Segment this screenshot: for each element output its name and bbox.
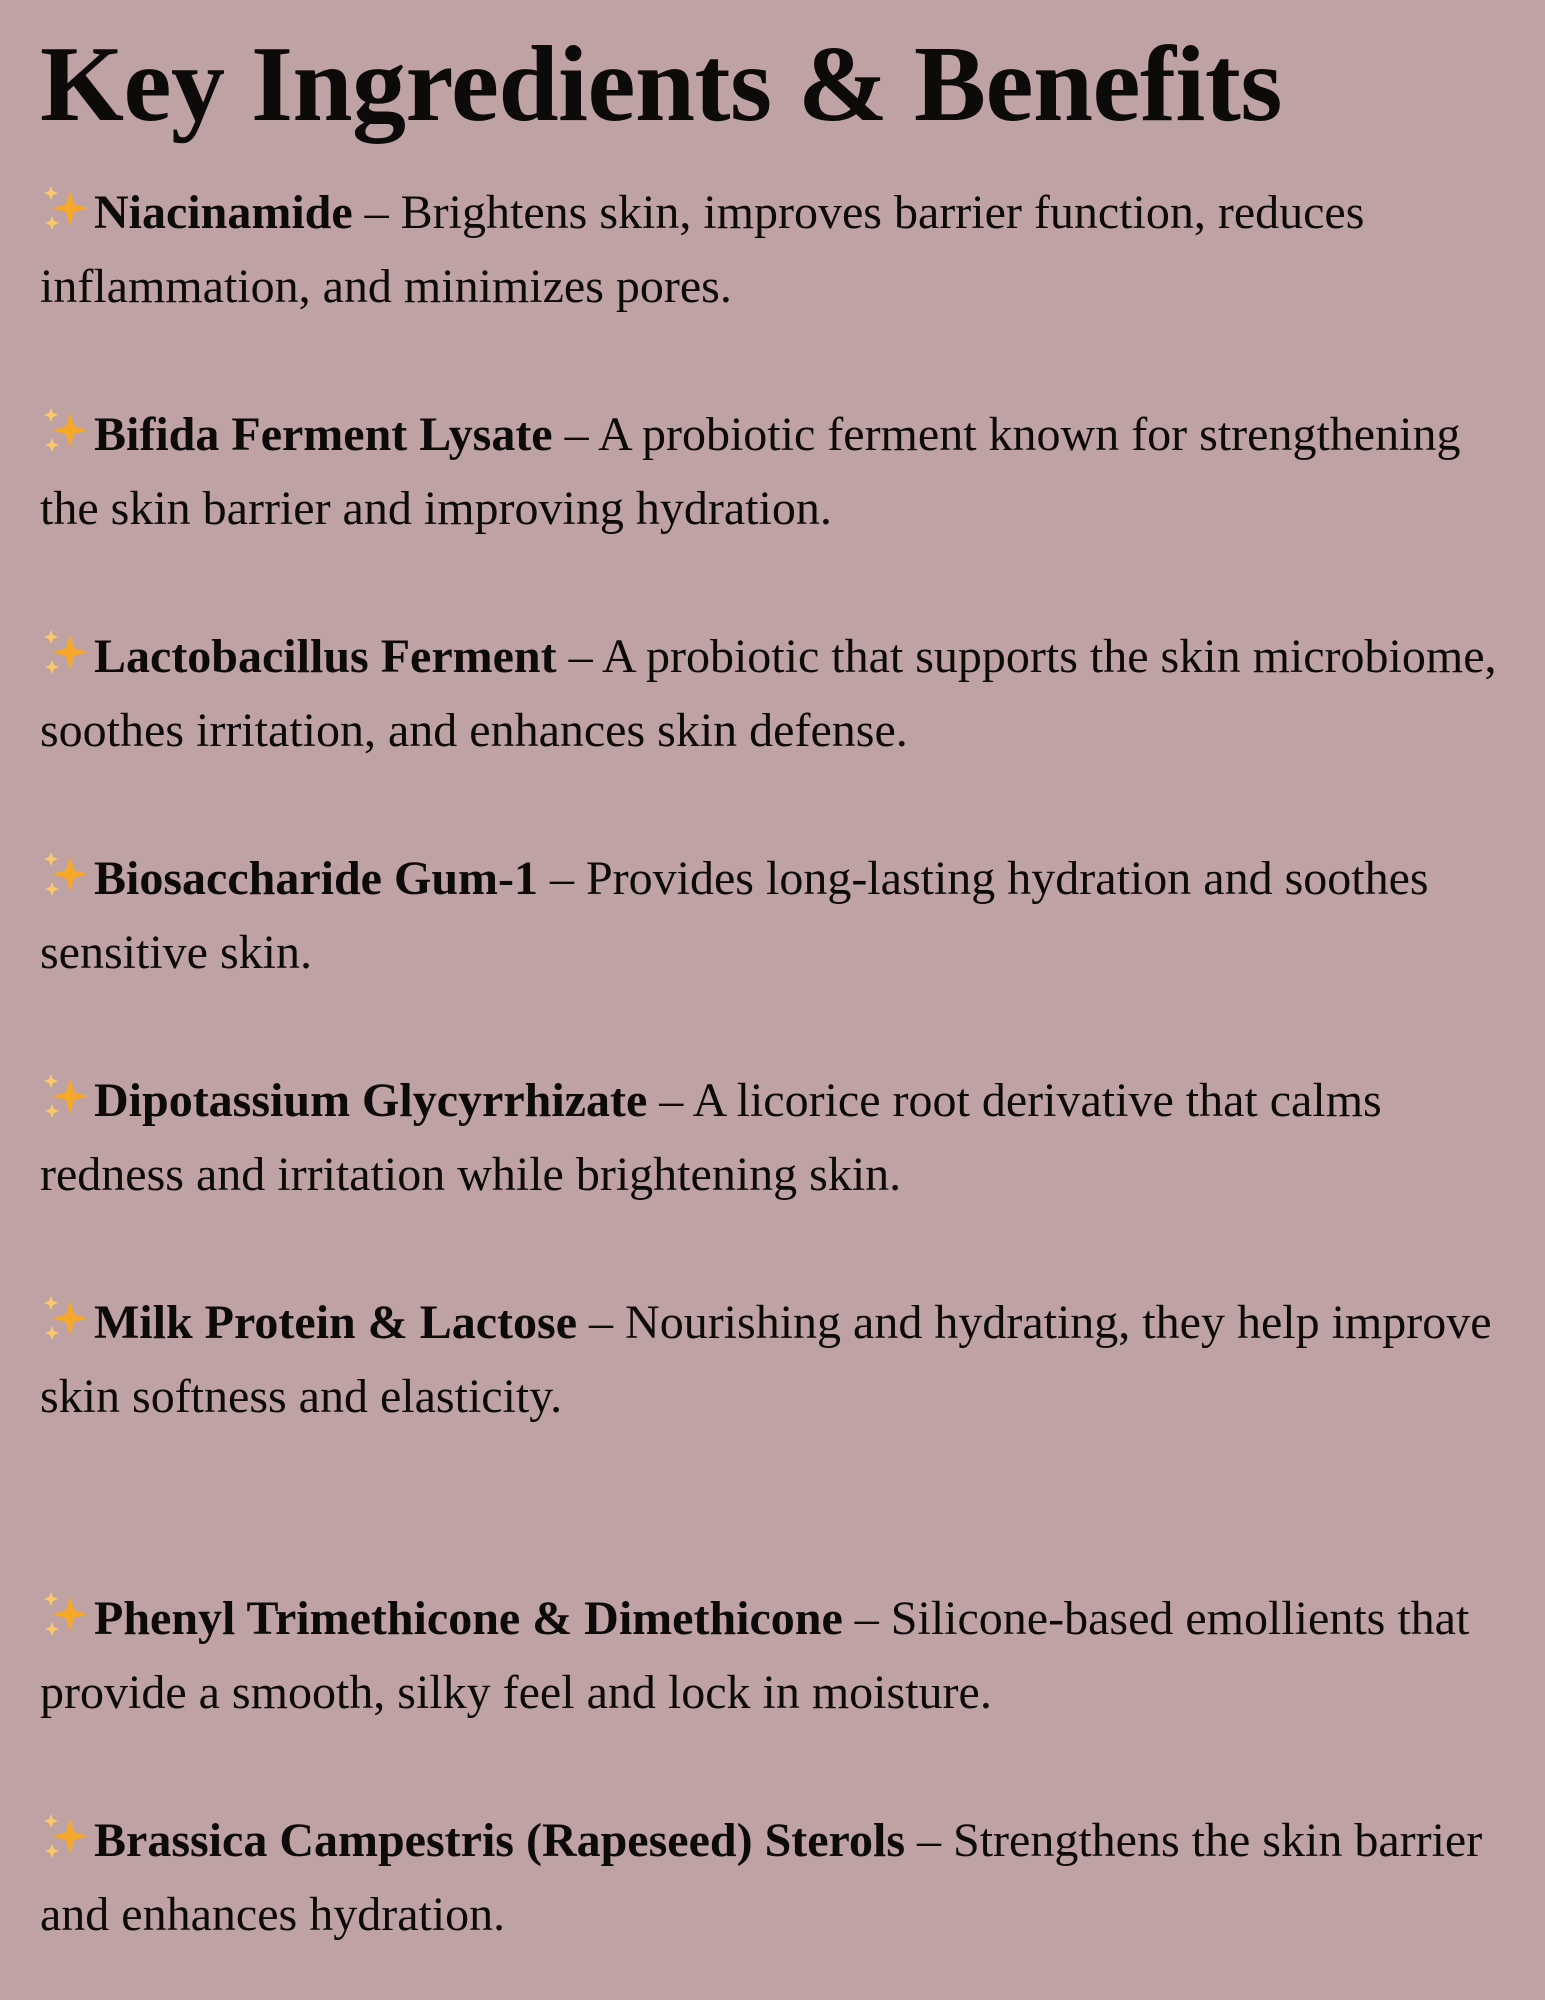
sparkles-icon	[40, 182, 92, 234]
sparkles-icon	[40, 1292, 92, 1344]
ingredient-item-dipotassium-glycyrrhizate	[40, 1064, 1520, 1212]
ingredient-name: Dipotassium Glycyrrhizate	[94, 1074, 648, 1127]
ingredient-item-milk-protein-lactose	[40, 1286, 1520, 1434]
ingredient-name: Phenyl Trimethicone & Dimethicone	[94, 1592, 843, 1645]
sparkles-icon	[40, 848, 92, 900]
sparkles-icon	[40, 1588, 92, 1640]
ingredient-description: – Nourishing and hydrating, they help improve skin softness and elasticity.	[40, 1296, 1492, 1423]
page-title: Key Ingredients & Benefits	[40, 25, 1282, 144]
sparkles-icon	[40, 404, 92, 456]
ingredient-name: Milk Protein & Lactose	[94, 1296, 578, 1349]
ingredient-description: – Strengthens the skin barrier and enhances hydration.	[40, 1814, 1483, 1941]
ingredient-item-biosaccharide-gum-1	[40, 842, 1520, 990]
sparkles-icon	[40, 1070, 92, 1122]
ingredient-name: Niacinamide	[94, 186, 353, 239]
ingredient-name: Lactobacillus Ferment	[94, 630, 557, 683]
sparkles-icon	[40, 1810, 92, 1862]
ingredient-description: – A licorice root derivative that calms redness and irritation while brightening skin.	[40, 1074, 1382, 1201]
ingredient-description: – A probiotic ferment known for strengthening the skin barrier and improving hydration.	[40, 408, 1461, 535]
ingredient-description: – A probiotic that supports the skin microbiome, soothes irritation, and enhances skin defense.	[40, 630, 1497, 757]
ingredient-name: Bifida Ferment Lysate	[94, 408, 553, 461]
ingredient-name: Biosaccharide Gum-1	[94, 852, 538, 905]
ingredient-item-bifida-ferment-lysate	[40, 398, 1520, 546]
ingredient-item-phenyl-trimethicone-dimethicone	[40, 1582, 1520, 1730]
ingredient-item-lactobacillus-ferment	[40, 620, 1520, 768]
ingredient-description: – Brightens skin, improves barrier function, reduces inflammation, and minimizes pores.	[40, 186, 1365, 313]
ingredient-description: – Silicone-based emollients that provide a smooth, silky feel and lock in moisture.	[40, 1592, 1470, 1719]
ingredient-item-brassica-campestris-sterols	[40, 1804, 1520, 1952]
sparkles-icon	[40, 626, 92, 678]
ingredient-description: – Provides long-lasting hydration and soothes sensitive skin.	[40, 852, 1429, 979]
ingredient-item-niacinamide	[40, 176, 1520, 324]
ingredient-name: Brassica Campestris (Rapeseed) Sterols	[94, 1814, 906, 1867]
